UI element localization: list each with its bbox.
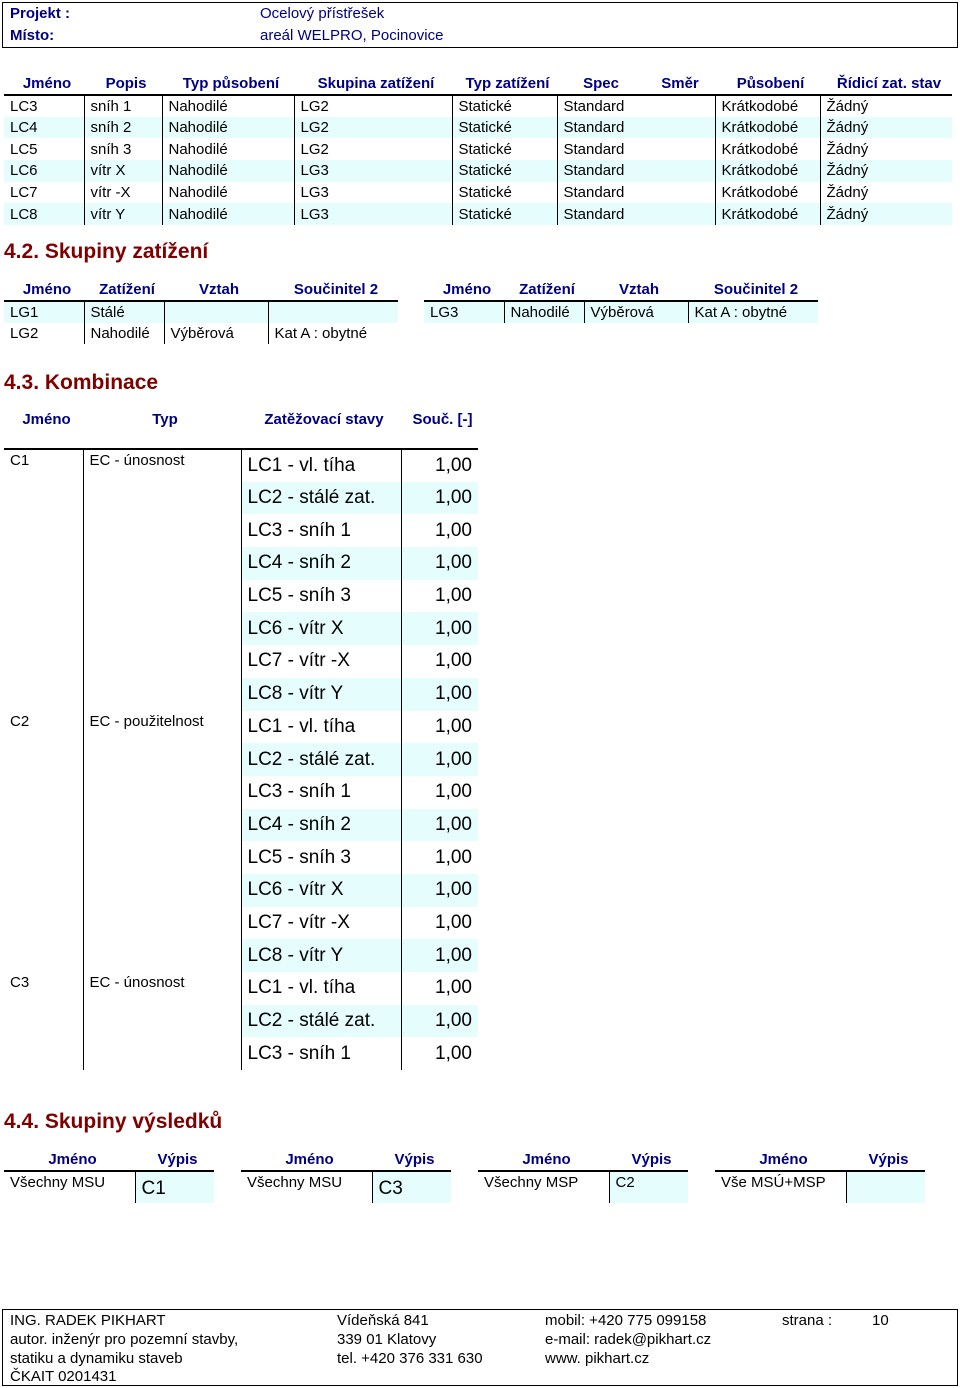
section-combinations-title: 4.3. Kombinace bbox=[4, 371, 159, 394]
load-case-cell: Krátkodobé bbox=[715, 138, 820, 160]
combination-coefficient: 1,00 bbox=[435, 846, 472, 868]
combination-row bbox=[4, 449, 478, 482]
load-case-cell bbox=[639, 203, 715, 225]
col-coefficient: Součinitel 2 bbox=[268, 279, 398, 301]
combination-type: EC - použitelnost bbox=[83, 711, 241, 973]
combination-type: EC - únosnost bbox=[83, 449, 241, 711]
load-case-cell: sníh 2 bbox=[84, 117, 162, 139]
load-groups-header bbox=[424, 279, 818, 301]
col-name: Jméno bbox=[4, 1149, 135, 1171]
load-case-cell: LG2 bbox=[294, 138, 452, 160]
load-case-cell: Nahodilé bbox=[162, 138, 294, 160]
load-case-cell: sníh 3 bbox=[84, 138, 162, 160]
load-case-row bbox=[4, 138, 952, 160]
col-type: Typ bbox=[83, 409, 241, 449]
footer-title-1: autor. inženýr pro pozemní stavby, bbox=[10, 1331, 239, 1348]
load-group-cell: Kat A : obytné bbox=[274, 324, 368, 342]
col-coefficient: Souč. [-] bbox=[401, 409, 478, 449]
result-group-table bbox=[241, 1149, 451, 1203]
combination-coefficient: 1,00 bbox=[401, 809, 478, 842]
combination-type: EC - únosnost bbox=[83, 972, 241, 1070]
load-group-cell: Stálé bbox=[84, 301, 164, 323]
combination-load-case: LC8 - vítr Y bbox=[241, 939, 401, 972]
load-case-cell: LC3 bbox=[4, 95, 84, 117]
combination-load-case: LC1 - vl. tíha bbox=[241, 711, 401, 744]
col-listing: Výpis bbox=[609, 1149, 688, 1171]
load-group-row bbox=[4, 323, 398, 345]
combination-load-case: LC8 - vítr Y bbox=[241, 678, 401, 711]
load-case-cell bbox=[639, 138, 715, 160]
load-case-cell: Standard bbox=[557, 203, 639, 225]
result-group-table bbox=[478, 1149, 688, 1203]
load-group-cell: Výběrová bbox=[584, 301, 688, 323]
combination-coefficient: 1,00 bbox=[401, 939, 478, 972]
combination-coefficient: 1,00 bbox=[435, 977, 472, 999]
load-case-cell: Krátkodobé bbox=[715, 95, 820, 117]
col-listing: Výpis bbox=[846, 1149, 925, 1171]
col-duration: Působení bbox=[715, 73, 820, 95]
load-case-cell: Nahodilé bbox=[162, 117, 294, 139]
result-group-header bbox=[241, 1149, 451, 1171]
place-label: Místo: bbox=[10, 27, 55, 44]
load-cases-header bbox=[4, 73, 952, 95]
load-case-cell: LG3 bbox=[294, 160, 452, 182]
load-case-row bbox=[4, 117, 952, 139]
footer-mobile: mobil: +420 775 099158 bbox=[545, 1312, 707, 1329]
result-group-name: Všechny MSU bbox=[10, 1174, 106, 1191]
col-direction: Směr bbox=[639, 73, 715, 95]
project-header bbox=[2, 2, 958, 48]
load-case-cell: LC6 bbox=[4, 160, 84, 182]
load-case-cell: Statické bbox=[452, 182, 557, 204]
load-case-cell: Statické bbox=[452, 203, 557, 225]
load-case-cell: Žádný bbox=[826, 97, 869, 115]
project-value: Ocelový přístřešek bbox=[260, 5, 385, 22]
result-group-row bbox=[715, 1171, 925, 1203]
load-groups-header bbox=[4, 279, 398, 301]
col-name: Jméno bbox=[241, 1149, 372, 1171]
col-load-type: Typ zatížení bbox=[452, 73, 557, 95]
col-master-lc: Řídicí zat. stav bbox=[820, 73, 952, 95]
combination-name: C1 bbox=[4, 449, 83, 711]
col-coefficient: Součinitel 2 bbox=[688, 279, 818, 301]
combinations-header bbox=[4, 409, 478, 449]
footer-name: ING. RADEK PIKHART bbox=[10, 1312, 166, 1329]
combination-load-case: LC1 - vl. tíha bbox=[241, 972, 401, 1005]
col-relation: Vztah bbox=[584, 279, 688, 301]
combination-row bbox=[4, 711, 478, 744]
col-action-type: Typ působení bbox=[162, 73, 294, 95]
load-case-cell: Krátkodobé bbox=[715, 182, 820, 204]
result-group-name: Všechny MSU bbox=[247, 1174, 343, 1191]
col-listing: Výpis bbox=[135, 1149, 214, 1171]
load-group-row bbox=[4, 301, 398, 323]
result-group-name: Vše MSÚ+MSP bbox=[721, 1174, 826, 1191]
load-case-cell: Nahodilé bbox=[162, 95, 294, 117]
load-group-cell: Kat A : obytné bbox=[688, 301, 818, 323]
load-case-cell: Žádný bbox=[826, 140, 869, 158]
section-result-groups-title: 4.4. Skupiny výsledků bbox=[4, 1110, 223, 1133]
combination-load-case: LC3 - sníh 1 bbox=[241, 514, 401, 547]
combination-coefficient: 1,00 bbox=[435, 911, 472, 933]
load-case-cell bbox=[639, 117, 715, 139]
result-group-listing: C3 bbox=[372, 1171, 451, 1203]
load-case-cell: LG3 bbox=[294, 203, 452, 225]
combination-coefficient: 1,00 bbox=[435, 1042, 472, 1064]
col-name: Jméno bbox=[4, 409, 83, 449]
result-group-header bbox=[4, 1149, 214, 1171]
combination-load-case: LC3 - sníh 1 bbox=[241, 776, 401, 809]
col-load-cases: Zatěžovací stavy bbox=[241, 409, 401, 449]
load-case-cell: LG2 bbox=[294, 117, 452, 139]
result-group-table bbox=[4, 1149, 214, 1203]
result-group-name: Všechny MSP bbox=[484, 1174, 579, 1191]
load-group-cell: Výběrová bbox=[164, 323, 268, 345]
footer-email: e-mail: radek@pikhart.cz bbox=[545, 1331, 712, 1348]
combination-coefficient: 1,00 bbox=[435, 650, 472, 672]
project-label: Projekt : bbox=[10, 5, 71, 22]
col-name: Jméno bbox=[478, 1149, 609, 1171]
col-name: Jméno bbox=[4, 279, 84, 301]
load-case-cell bbox=[639, 182, 715, 204]
combination-coefficient: 1,00 bbox=[401, 547, 478, 580]
load-case-row bbox=[4, 182, 952, 204]
load-group-cell: Nahodilé bbox=[504, 301, 584, 323]
load-case-cell: vítr Y bbox=[84, 203, 162, 225]
combination-coefficient: 1,00 bbox=[401, 874, 478, 907]
combination-load-case: LC5 - sníh 3 bbox=[241, 841, 401, 874]
footer-tel: tel. +420 376 331 630 bbox=[337, 1350, 483, 1367]
load-case-cell: Standard bbox=[563, 97, 625, 115]
combination-coefficient: 1,00 bbox=[401, 482, 478, 515]
col-description: Popis bbox=[84, 73, 162, 95]
result-group-row bbox=[4, 1171, 214, 1203]
load-case-cell: LC5 bbox=[4, 138, 84, 160]
combination-coefficient: 1,00 bbox=[401, 678, 478, 711]
col-spec: Spec bbox=[557, 73, 639, 95]
result-group-header bbox=[478, 1149, 688, 1171]
combination-load-case: LC7 - vítr -X bbox=[241, 907, 401, 940]
load-case-cell: LC4 bbox=[4, 117, 84, 139]
combination-load-case: LC5 - sníh 3 bbox=[241, 580, 401, 613]
result-group-row bbox=[478, 1171, 688, 1203]
load-group-cell: LG3 bbox=[424, 301, 504, 323]
result-group-header bbox=[715, 1149, 925, 1171]
col-load: Zatížení bbox=[504, 279, 584, 301]
combination-load-case: LC3 - sníh 1 bbox=[241, 1037, 401, 1070]
combination-load-case: LC2 - stálé zat. bbox=[241, 482, 401, 515]
load-case-cell: LG2 bbox=[294, 95, 452, 117]
load-case-cell: Nahodilé bbox=[162, 160, 294, 182]
load-case-cell: Standard bbox=[563, 140, 625, 158]
result-group-listing: C2 bbox=[609, 1171, 688, 1203]
load-group-cell bbox=[164, 301, 268, 323]
load-case-cell: Nahodilé bbox=[162, 203, 294, 225]
load-case-cell: Nahodilé bbox=[162, 182, 294, 204]
footer-page-label: strana : bbox=[782, 1312, 833, 1329]
col-load: Zatížení bbox=[84, 279, 164, 301]
load-case-cell: Standard bbox=[563, 184, 625, 202]
load-group-cell bbox=[268, 301, 398, 323]
load-case-cell bbox=[639, 160, 715, 182]
footer-street: Vídeňská 841 bbox=[337, 1312, 429, 1329]
result-group-listing: C1 bbox=[135, 1171, 214, 1203]
load-case-cell: Standard bbox=[557, 160, 639, 182]
combination-load-case: LC6 - vítr X bbox=[241, 612, 401, 645]
load-case-cell: Statické bbox=[452, 138, 557, 160]
combination-load-case: LC2 - stálé zat. bbox=[241, 743, 401, 776]
footer-ckait: ČKAIT 0201431 bbox=[10, 1368, 117, 1385]
load-group-cell: LG2 bbox=[4, 323, 84, 345]
col-name: Jméno bbox=[715, 1149, 846, 1171]
load-case-cell bbox=[639, 95, 715, 117]
section-load-groups-title: 4.2. Skupiny zatížení bbox=[4, 240, 209, 263]
load-groups-table-right bbox=[424, 279, 818, 323]
load-case-cell: Krátkodobé bbox=[715, 203, 820, 225]
load-case-cell: LC7 bbox=[4, 182, 84, 204]
combination-coefficient: 1,00 bbox=[435, 715, 472, 737]
load-case-row bbox=[4, 160, 952, 182]
combination-name: C3 bbox=[4, 972, 83, 1070]
load-case-row bbox=[4, 203, 952, 225]
combination-coefficient: 1,00 bbox=[435, 781, 472, 803]
result-group-row bbox=[241, 1171, 451, 1203]
load-groups-table-left bbox=[4, 279, 398, 344]
load-case-cell: LG3 bbox=[294, 182, 452, 204]
combination-load-case: LC4 - sníh 2 bbox=[241, 547, 401, 580]
load-case-cell: Statické bbox=[452, 117, 557, 139]
load-case-cell: Krátkodobé bbox=[715, 160, 820, 182]
col-relation: Vztah bbox=[164, 279, 268, 301]
result-group-listing bbox=[846, 1171, 925, 1203]
combination-coefficient: 1,00 bbox=[401, 743, 478, 776]
footer-title-2: statiku a dynamiku staveb bbox=[10, 1350, 183, 1367]
combination-coefficient: 1,00 bbox=[401, 1005, 478, 1038]
load-group-cell: Nahodilé bbox=[84, 323, 164, 345]
load-case-cell: Statické bbox=[452, 160, 557, 182]
load-case-row bbox=[4, 95, 952, 117]
load-case-cell: Žádný bbox=[820, 160, 952, 182]
load-case-cell: Žádný bbox=[820, 203, 952, 225]
load-group-row bbox=[424, 301, 818, 323]
place-value: areál WELPRO, Pocinovice bbox=[260, 27, 444, 44]
load-case-cell: Žádný bbox=[820, 117, 952, 139]
combination-name: C2 bbox=[4, 711, 83, 973]
footer-web: www. pikhart.cz bbox=[545, 1350, 650, 1367]
load-case-cell: Standard bbox=[557, 117, 639, 139]
col-name: Jméno bbox=[4, 73, 84, 95]
col-load-group: Skupina zatížení bbox=[294, 73, 452, 95]
load-case-cell: vítr -X bbox=[84, 182, 162, 204]
col-name: Jméno bbox=[424, 279, 504, 301]
combination-coefficient: 1,00 bbox=[435, 585, 472, 607]
combination-coefficient: 1,00 bbox=[435, 454, 472, 476]
combinations-table bbox=[4, 409, 478, 1070]
load-case-cell: vítr X bbox=[84, 160, 162, 182]
footer-city: 339 01 Klatovy bbox=[337, 1331, 437, 1348]
combination-load-case: LC2 - stálé zat. bbox=[241, 1005, 401, 1038]
col-listing: Výpis bbox=[372, 1149, 451, 1171]
load-case-cell: sníh 1 bbox=[84, 95, 162, 117]
combination-load-case: LC7 - vítr -X bbox=[241, 645, 401, 678]
combination-row bbox=[4, 972, 478, 1005]
combination-coefficient: 1,00 bbox=[435, 519, 472, 541]
combination-load-case: LC6 - vítr X bbox=[241, 874, 401, 907]
load-case-cell: Statické bbox=[452, 95, 557, 117]
load-case-cell: Žádný bbox=[826, 184, 869, 202]
combination-load-case: LC4 - sníh 2 bbox=[241, 809, 401, 842]
footer-page-number: 10 bbox=[872, 1312, 889, 1329]
combination-load-case: LC1 - vl. tíha bbox=[241, 449, 401, 482]
load-case-cell: LC8 bbox=[4, 203, 84, 225]
result-group-table bbox=[715, 1149, 925, 1203]
load-cases-table bbox=[4, 73, 952, 225]
combination-coefficient: 1,00 bbox=[401, 612, 478, 645]
load-group-cell: LG1 bbox=[4, 301, 84, 323]
load-case-cell: Krátkodobé bbox=[715, 117, 820, 139]
